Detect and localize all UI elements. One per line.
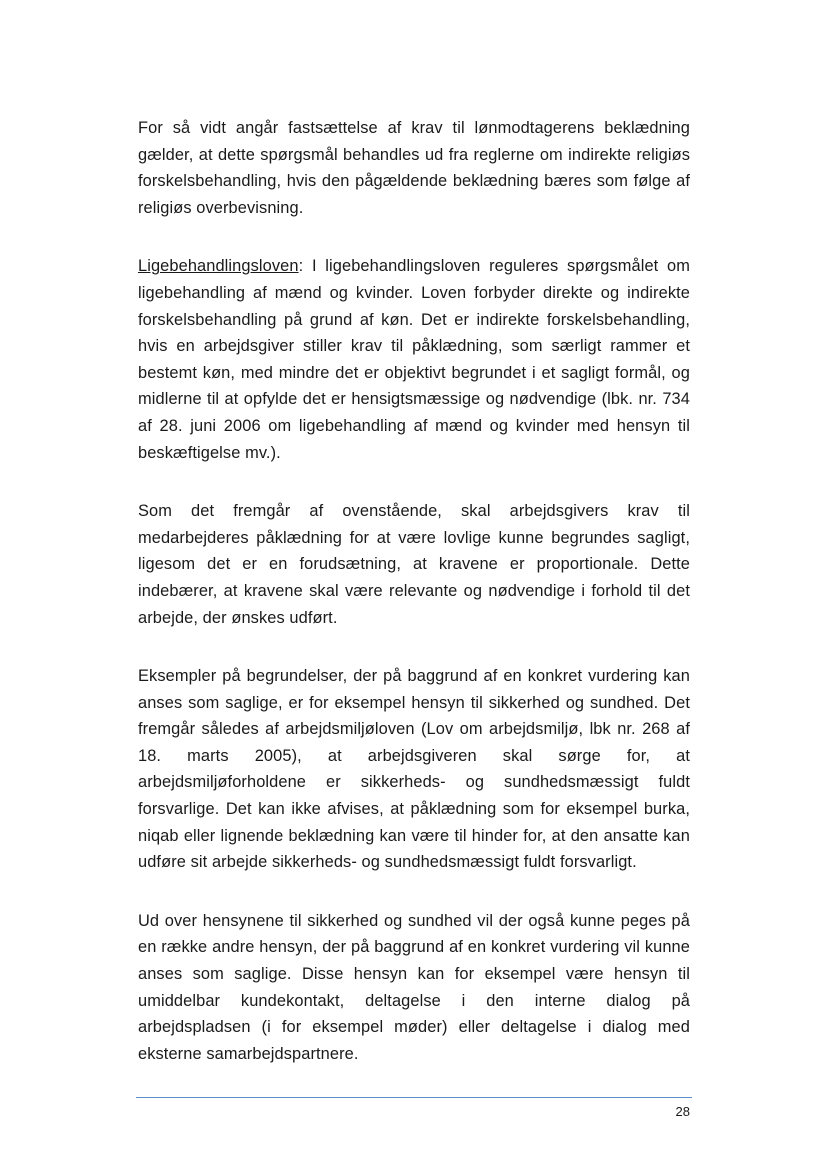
document-body bbox=[138, 115, 690, 1067]
paragraph-proportionality bbox=[138, 498, 690, 631]
paragraph-text: Eksempler på begrundelser, der på baggrund af en konkret vurdering kan anses som saglige, er for eksempel hensyn til sikkerhed og sundhed. Det fremgår således af arbejdsmiljøloven (Lov om arbejdsmiljø, lbk nr. 268 af 18. marts 2005), at arbejdsgiveren skal sørge for, at arbejdsmiljøforholdene er sikkerheds- og sundhedsmæssigt fuldt forsvarlige. Det kan ikke afvises, at påklædning som for eksempel burka, niqab eller lignende beklædning kan være til hinder for, at den ansatte kan udføre sit arbejde sikkerheds- og sundhedsmæssigt fuldt forsvarligt. bbox=[138, 667, 690, 872]
paragraph-text: For så vidt angår fastsættelse af krav til lønmodtagerens beklædning gælder, at dette spørgsmål behandles ud fra reglerne om indirekte religiøs forskelsbehandling, hvis den pågældende beklædning bæres som følge af religiøs overbevisning. bbox=[138, 119, 690, 217]
section-heading-ligebehandlingsloven: Ligebehandlingsloven bbox=[138, 257, 299, 276]
page-number: 28 bbox=[675, 1104, 690, 1119]
footer-divider bbox=[136, 1097, 692, 1098]
paragraph-safety-health bbox=[138, 663, 690, 876]
paragraph-other-considerations bbox=[138, 908, 690, 1068]
paragraph-equal-treatment-act bbox=[138, 253, 690, 466]
paragraph-text: Som det fremgår af ovenstående, skal arbejdsgivers krav til medarbejderes påklædning for at være lovlige kunne begrundes sagligt, ligesom det er en forudsætning, at kravene er proportionale. Dette indebærer, at kravene skal være relevante og nødvendige i forhold til det arbejde, der ønskes udført. bbox=[138, 502, 690, 627]
paragraph-text: : I ligebehandlingsloven reguleres spørgsmålet om ligebehandling af mænd og kvinder. Loven forbyder direkte og indirekte forskelsbehandling på grund af køn. Det er indirekte forskelsbehandling, hvis en arbejdsgiver stiller krav til påklædning, som særligt rammer et bestemt køn, med mindre det er objektivt begrundet i et sagligt formål, og midlerne til at opfylde det er hensigtsmæssige og nødvendige (lbk. nr. 734 af 28. juni 2006 om ligebehandling af mænd og kvinder med hensyn til beskæftigelse mv.). bbox=[138, 257, 690, 462]
paragraph-religious-clothing bbox=[138, 115, 690, 221]
paragraph-text: Ud over hensynene til sikkerhed og sundhed vil der også kunne peges på en række andre hensyn, der på baggrund af en konkret vurdering vil kunne anses som saglige. Disse hensyn kan for eksempel være hensyn til umiddelbar kundekontakt, deltagelse i den interne dialog på arbejdspladsen (i for eksempel møder) eller deltagelse i dialog med eksterne samarbejdspartnere. bbox=[138, 911, 690, 1063]
